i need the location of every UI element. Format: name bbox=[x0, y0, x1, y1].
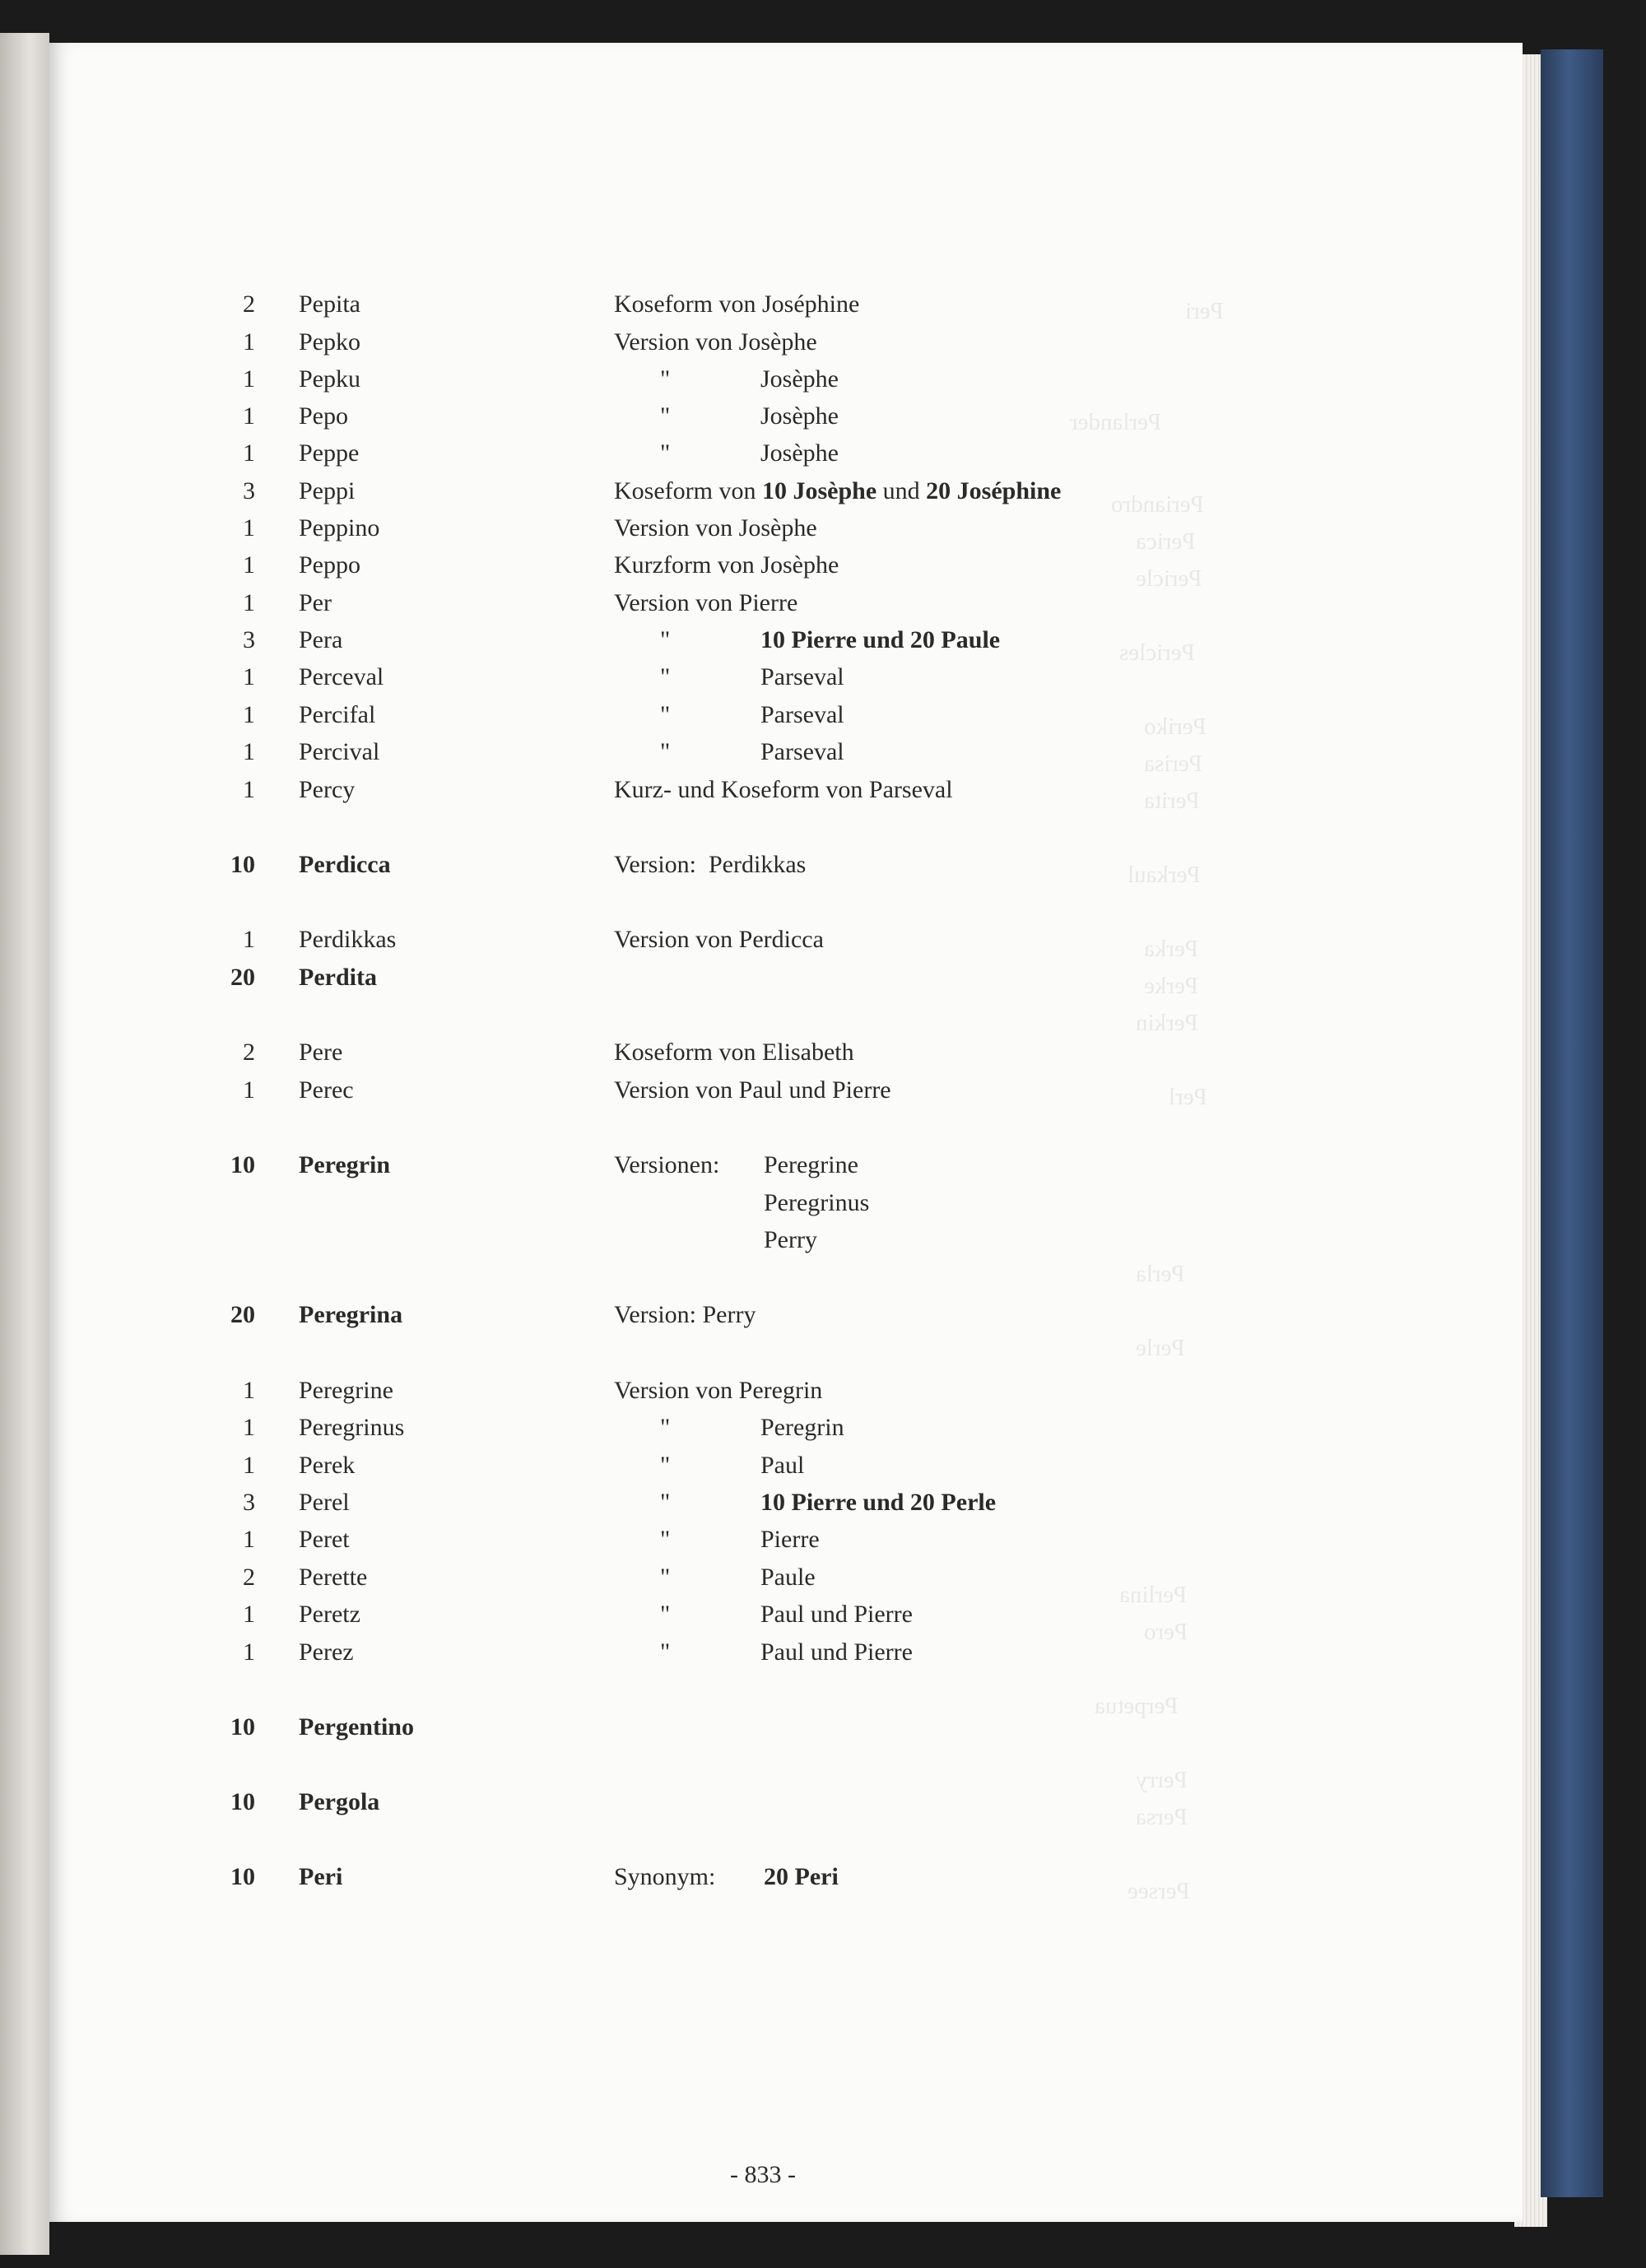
bleed-through-shadow: Peri Perlander Periandro Perica Pericle Pericles Periko Perisa Perita Perkaul Perka Perke Perkin Perl Perla Perle Perlina Pero Perpetua Perry Persa Persee bbox=[1070, 298, 1224, 1904]
entry-description-part: Koseform von bbox=[614, 477, 762, 504]
entry-name: Per bbox=[299, 589, 332, 616]
ditto-mark: " bbox=[660, 439, 671, 467]
entry-description: Version von Pierre bbox=[614, 589, 798, 616]
entry-count: 1 bbox=[243, 1414, 255, 1441]
entry-row bbox=[49, 1634, 1523, 1671]
entry-name: Peregrina bbox=[299, 1301, 403, 1328]
entry-row bbox=[49, 960, 1523, 996]
entry-reference: Parseval bbox=[760, 663, 844, 690]
entry-name: Perceval bbox=[299, 663, 384, 690]
entry-row bbox=[49, 1373, 1523, 1409]
ditto-mark: " bbox=[660, 626, 671, 653]
ditto-mark: " bbox=[660, 701, 671, 728]
entry-description: Version von Josèphe bbox=[614, 514, 817, 541]
entry-name: Peppe bbox=[299, 439, 360, 467]
book-cover bbox=[1541, 49, 1603, 2197]
entry-row bbox=[49, 1448, 1523, 1484]
entry-description: Version: Perdikkas bbox=[614, 851, 807, 878]
entry-count: 10 bbox=[230, 1713, 255, 1741]
ditto-mark: " bbox=[660, 1489, 671, 1516]
entry-reference: Josèphe bbox=[760, 439, 839, 467]
entry-name: Peppo bbox=[299, 551, 360, 579]
entry-row bbox=[49, 1072, 1523, 1108]
entry-row bbox=[49, 1147, 1523, 1183]
entry-count: 2 bbox=[243, 290, 255, 318]
entry-row bbox=[49, 473, 1523, 509]
entry-count: 1 bbox=[243, 738, 255, 765]
entry-count: 1 bbox=[243, 1526, 255, 1553]
entry-name: Perek bbox=[299, 1452, 356, 1479]
entry-name: Percy bbox=[299, 776, 356, 803]
entry-row bbox=[49, 1522, 1523, 1558]
entry-name: Perel bbox=[299, 1489, 350, 1516]
entry-name: Perette bbox=[299, 1564, 368, 1591]
entry-count: 1 bbox=[243, 776, 255, 803]
entry-count: 1 bbox=[243, 514, 255, 541]
entry-count: 1 bbox=[243, 1076, 255, 1104]
entry-count: 2 bbox=[243, 1039, 255, 1066]
entry-count: 20 bbox=[230, 1301, 255, 1328]
ditto-mark: " bbox=[660, 365, 671, 393]
entry-description-part: 10 Josèphe bbox=[761, 477, 877, 504]
entry-name: Pergola bbox=[299, 1788, 380, 1815]
entry-name: Pepita bbox=[299, 290, 360, 318]
entry-name: Peppino bbox=[299, 514, 380, 541]
entry-count: 1 bbox=[243, 439, 255, 467]
entry-name: Perec bbox=[299, 1076, 354, 1104]
entry-name: Pera bbox=[299, 626, 343, 653]
entry-name: Peri bbox=[299, 1863, 343, 1890]
entry-reference: Parseval bbox=[760, 701, 844, 728]
entry-description: Version von Perdicca bbox=[614, 926, 824, 953]
entry-row bbox=[49, 622, 1523, 658]
entry-description bbox=[614, 473, 1061, 509]
entry-count: 3 bbox=[243, 1489, 255, 1516]
entry-row bbox=[49, 585, 1523, 621]
entry-row bbox=[49, 361, 1523, 397]
entry-reference: Paule bbox=[760, 1564, 816, 1591]
entry-row bbox=[49, 922, 1523, 958]
entry-count: 10 bbox=[230, 1151, 255, 1178]
entry-row bbox=[49, 510, 1523, 546]
entry-description-part: 20 Joséphine bbox=[926, 477, 1062, 504]
entry-name: Peregrine bbox=[299, 1377, 393, 1404]
entry-reference: Parseval bbox=[760, 738, 844, 765]
ditto-mark: " bbox=[660, 738, 671, 765]
entry-count: 1 bbox=[243, 926, 255, 953]
entry-description: Version: Perry bbox=[614, 1301, 756, 1328]
entry-reference: Peregrine bbox=[764, 1151, 858, 1178]
entry-row bbox=[49, 1485, 1523, 1521]
entry-reference: Peregrinus bbox=[764, 1189, 870, 1216]
entry-description: Kurz- und Koseform von Parseval bbox=[614, 776, 953, 803]
entry-name: Peregrinus bbox=[299, 1414, 405, 1441]
entry-count: 1 bbox=[243, 402, 255, 430]
entry-row bbox=[49, 1859, 1523, 1895]
entry-row bbox=[49, 772, 1523, 808]
entry-reference: Josèphe bbox=[760, 365, 839, 393]
ditto-mark: " bbox=[660, 1414, 671, 1441]
entry-row bbox=[49, 1410, 1523, 1446]
entry-name: Pepku bbox=[299, 365, 360, 393]
entry-name: Peretz bbox=[299, 1601, 360, 1628]
entry-row bbox=[49, 1709, 1523, 1745]
entry-count: 1 bbox=[243, 551, 255, 579]
entry-description-part: und bbox=[876, 477, 927, 504]
ditto-mark: " bbox=[660, 1564, 671, 1591]
entry-count: 1 bbox=[243, 1452, 255, 1479]
entry-row bbox=[49, 697, 1523, 733]
entry-row bbox=[49, 659, 1523, 695]
ditto-mark: " bbox=[660, 1601, 671, 1628]
entry-description: Koseform von Elisabeth bbox=[614, 1039, 854, 1066]
entry-name: Pepo bbox=[299, 402, 348, 430]
entry-description: Version von Peregrin bbox=[614, 1377, 823, 1404]
entry-description: Version von Paul und Pierre bbox=[614, 1076, 891, 1104]
entry-row bbox=[49, 1559, 1523, 1596]
entry-reference: Josèphe bbox=[760, 402, 839, 430]
entry-description: Synonym: bbox=[614, 1863, 716, 1890]
entry-count: 10 bbox=[230, 1788, 255, 1815]
entry-row bbox=[49, 1784, 1523, 1820]
entry-reference: Paul und Pierre bbox=[760, 1601, 913, 1628]
ditto-mark: " bbox=[660, 1638, 671, 1666]
entry-count: 10 bbox=[230, 1863, 255, 1890]
entry-row bbox=[49, 734, 1523, 770]
entry-row bbox=[49, 324, 1523, 360]
entry-list bbox=[49, 43, 1523, 2100]
entry-reference: Peregrin bbox=[760, 1414, 844, 1441]
entry-name: Percival bbox=[299, 738, 380, 765]
entry-reference: Pierre bbox=[760, 1526, 820, 1553]
entry-name: Perdicca bbox=[299, 851, 391, 878]
entry-count: 2 bbox=[243, 1564, 255, 1591]
entry-row bbox=[49, 847, 1523, 883]
entry-count: 1 bbox=[243, 589, 255, 616]
entry-description: Version von Josèphe bbox=[614, 328, 817, 356]
entry-row bbox=[49, 1185, 1523, 1221]
entry-count: 20 bbox=[230, 964, 255, 991]
entry-name: Perdita bbox=[299, 964, 377, 991]
entry-reference: 20 Peri bbox=[764, 1863, 839, 1890]
entry-count: 1 bbox=[243, 1377, 255, 1404]
entry-count: 1 bbox=[243, 1601, 255, 1628]
entry-row bbox=[49, 1222, 1523, 1258]
entry-reference: Perry bbox=[764, 1226, 817, 1253]
entry-count: 1 bbox=[243, 1638, 255, 1666]
entry-count: 3 bbox=[243, 477, 255, 504]
book-page bbox=[49, 43, 1523, 2222]
entry-count: 10 bbox=[230, 851, 255, 878]
ditto-mark: " bbox=[660, 402, 671, 430]
entry-name: Peret bbox=[299, 1526, 350, 1553]
entry-reference: 10 Pierre und 20 Paule bbox=[760, 626, 1001, 653]
entry-count: 1 bbox=[243, 663, 255, 690]
entry-name: Pergentino bbox=[299, 1713, 414, 1741]
entry-description: Versionen: bbox=[614, 1151, 720, 1178]
entry-count: 1 bbox=[243, 365, 255, 393]
ditto-mark: " bbox=[660, 1452, 671, 1479]
entry-name: Perez bbox=[299, 1638, 354, 1666]
entry-row bbox=[49, 398, 1523, 435]
entry-row bbox=[49, 1034, 1523, 1071]
entry-count: 1 bbox=[243, 701, 255, 728]
entry-count: 1 bbox=[243, 328, 255, 356]
page-number: - 833 - bbox=[730, 2161, 796, 2188]
entry-count: 3 bbox=[243, 626, 255, 653]
ditto-mark: " bbox=[660, 663, 671, 690]
entry-name: Peregrin bbox=[299, 1151, 391, 1178]
entry-name: Perdikkas bbox=[299, 926, 397, 953]
entry-reference: 10 Pierre und 20 Perle bbox=[760, 1489, 997, 1516]
entry-name: Percifal bbox=[299, 701, 376, 728]
entry-description: Koseform von Joséphine bbox=[614, 290, 860, 318]
entry-row bbox=[49, 286, 1523, 323]
entry-description: Kurzform von Josèphe bbox=[614, 551, 839, 579]
entry-row bbox=[49, 1596, 1523, 1633]
ditto-mark: " bbox=[660, 1526, 671, 1553]
entry-reference: Paul und Pierre bbox=[760, 1638, 913, 1666]
entry-row bbox=[49, 1297, 1523, 1333]
entry-name: Peppi bbox=[299, 477, 356, 504]
entry-name: Pere bbox=[299, 1039, 343, 1066]
entry-reference: Paul bbox=[760, 1452, 805, 1479]
entry-name: Pepko bbox=[299, 328, 360, 356]
entry-row bbox=[49, 435, 1523, 472]
left-page-edge bbox=[0, 33, 49, 2255]
entry-row bbox=[49, 547, 1523, 583]
